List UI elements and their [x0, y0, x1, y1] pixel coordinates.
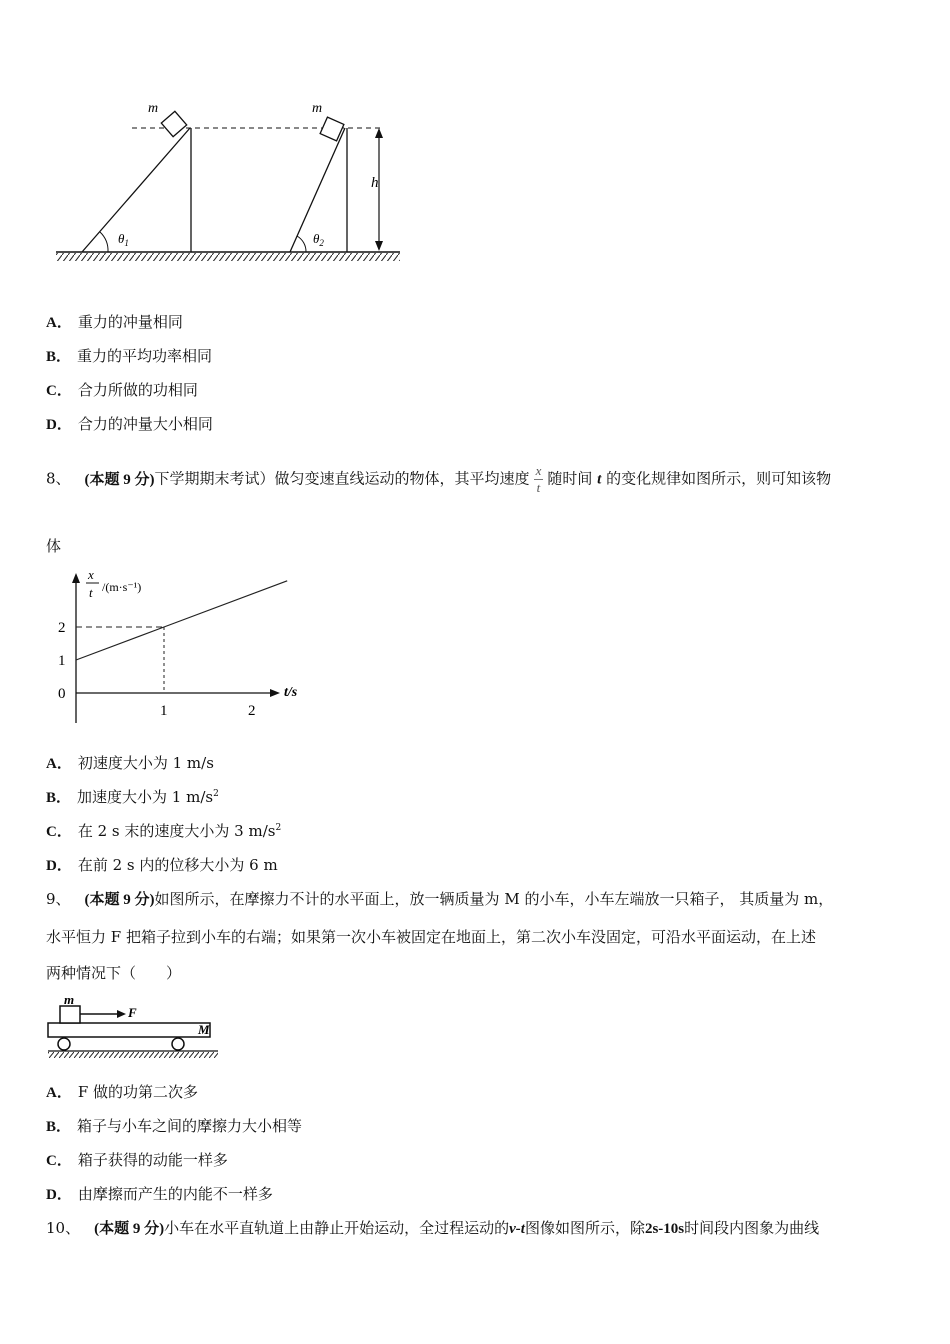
- ylabel-den: t: [89, 585, 93, 600]
- q7-option-b: B． 重力的平均功率相同: [46, 347, 213, 365]
- y-tick-label: 2: [58, 620, 66, 636]
- q7-option-d: D． 合力的冲量大小相同: [46, 415, 213, 433]
- q9-stem-line-3: 两种情况下（ ）: [46, 964, 182, 982]
- mass-label-right: m: [312, 101, 323, 116]
- q7-option-a: A． 重力的冲量相同: [46, 313, 183, 331]
- mass-label-left: m: [148, 101, 159, 116]
- y-axis-arrow: [72, 573, 80, 583]
- x-tick-label: 1: [160, 703, 168, 719]
- q9-option-c: C． 箱子获得的动能一样多: [46, 1151, 228, 1169]
- q8-option-b: B． 加速度大小为 1 $m/s^2$: [46, 788, 219, 806]
- force-label: F: [128, 1005, 137, 1020]
- ylabel-unit: /(m·s⁻¹): [102, 580, 142, 594]
- q10-stem: 10、 (本题 9 分)小车在水平直轨道上由静止开始运动，全过程运动的v-t图像如图所示，除2s-10s时间段内图象为曲线: [46, 1219, 820, 1237]
- angle-2-arc: [297, 236, 306, 252]
- incline-1-slope: [82, 128, 190, 252]
- q8-stem: 8、 (本题 9 分)下学期期末考试）做匀变速直线运动的物体，其平均速度 $\frac{x}{t}$ 随时间 t 的变化规律如图所示，则可知该物: [46, 463, 832, 495]
- force-arrow-head: [117, 1010, 126, 1018]
- q9-option-a: A． F 做的功第二次多: [46, 1083, 199, 1101]
- average-velocity-fraction: $\frac{x}{t}$: [535, 463, 542, 495]
- theta1-label: $\theta_1$: [118, 231, 129, 248]
- ground-hatch: [56, 253, 400, 261]
- block-1: [161, 111, 186, 136]
- angle-1-arc: [100, 232, 108, 252]
- x-axis-arrow: [270, 689, 280, 697]
- q9-stem-line-1: 9、 (本题 9 分)如图所示，在摩擦力不计的水平面上，放一辆质量为 M 的小车，小车左端放一只箱子， 其质量为 m，: [46, 890, 834, 908]
- q7-option-c: C． 合力所做的功相同: [46, 381, 198, 399]
- ylabel-num: x: [88, 567, 94, 582]
- q9-stem-line-2: 水平恒力 F 把箱子拉到小车的右端；如果第一次小车被固定在地面上，第二次小车没固定，可沿水平面运动，在上述: [46, 928, 816, 946]
- ground-hatch-2: [48, 1052, 218, 1058]
- cart-mass-label: M: [198, 1022, 210, 1037]
- q8-option-c: C． 在 2 s 末的速度大小为 3 $m/s^2$: [46, 822, 282, 840]
- q8-option-a: A． 初速度大小为 1 m/s: [46, 754, 214, 772]
- y-tick-label: 0: [58, 686, 66, 702]
- box: [60, 1006, 80, 1023]
- box-on-cart-figure: [44, 992, 224, 1062]
- cart-body: [48, 1023, 210, 1037]
- q8-option-d: D． 在前 2 s 内的位移大小为 6 m: [46, 856, 278, 874]
- left-wheel: [58, 1038, 70, 1050]
- x-tick-label: 2: [248, 703, 256, 719]
- inclined-planes-figure: [50, 95, 410, 270]
- right-wheel: [172, 1038, 184, 1050]
- q8-stem-wrap: 体: [46, 537, 62, 555]
- q9-option-b: B． 箱子与小车之间的摩擦力大小相等: [46, 1117, 303, 1135]
- height-label: h: [371, 175, 379, 191]
- xlabel: t/s: [284, 685, 298, 700]
- height-arrow-top-head: [375, 128, 383, 138]
- theta2-label: $\theta_2$: [313, 231, 324, 248]
- height-arrow-bottom-head: [375, 241, 383, 251]
- box-mass-label: m: [64, 992, 75, 1007]
- q9-option-d: D． 由摩擦而产生的内能不一样多: [46, 1185, 273, 1203]
- y-tick-label: 1: [58, 653, 66, 669]
- average-velocity-chart: [46, 565, 316, 725]
